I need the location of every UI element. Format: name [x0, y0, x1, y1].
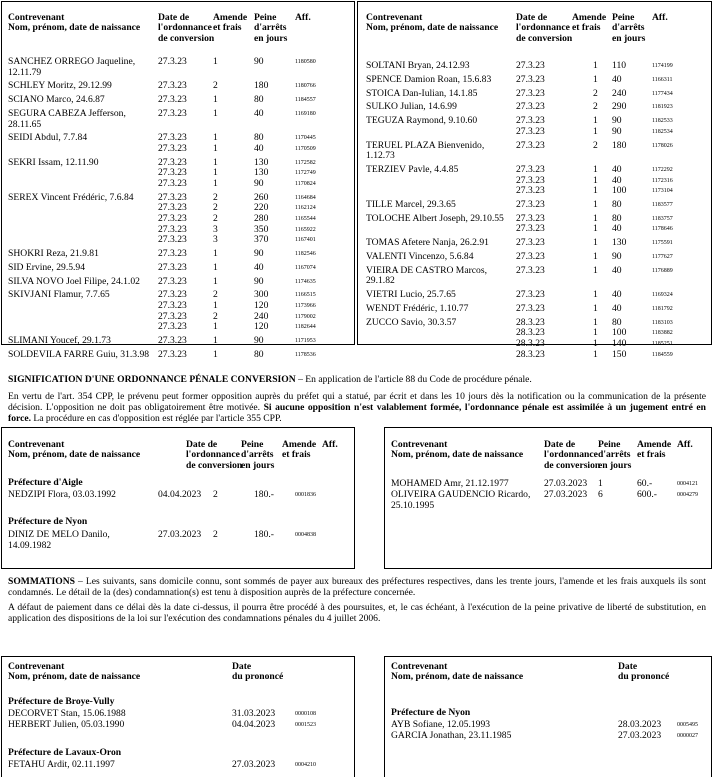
amende-value: 1 — [593, 327, 598, 339]
aff-number: 1181923 — [652, 104, 673, 111]
contrevenant-name: SPENCE Damion Roan, 15.6.83 — [366, 73, 492, 85]
aff-number: 1182546 — [295, 251, 316, 257]
aff-number: 1169324 — [652, 292, 673, 299]
contrevenant-name: 28.11.65 — [8, 118, 42, 130]
aff-number: 1162124 — [295, 205, 316, 212]
peine-value: 180 — [612, 139, 627, 151]
table-row — [366, 75, 711, 86]
amende-value: 1 — [593, 174, 598, 186]
amende-value: 3 — [213, 234, 218, 246]
table-row — [8, 350, 353, 361]
peine-value: 110 — [612, 60, 627, 71]
amende-value: 1 — [593, 316, 598, 328]
conversion-date: 27.3.23 — [516, 185, 545, 197]
conversion-date: 27.3.23 — [158, 108, 187, 119]
contrevenant-name: TERZIEV Pavle, 4.4.85 — [366, 164, 459, 175]
amende-value: 1 — [213, 177, 218, 189]
amende-value: 2 — [593, 87, 598, 99]
peine-value: 40 — [612, 164, 622, 175]
table-row — [8, 57, 353, 78]
contrevenant-name: SLIMANI Youcef, 29.1.73 — [8, 335, 111, 346]
amende-value: 2 — [213, 289, 218, 301]
amende-value: 1 — [593, 289, 598, 301]
contrevenant-name: STOICA Dan-Iulian, 14.1.85 — [366, 87, 478, 99]
sommations-text-2: A défaut de paiement dans ce délai dès la date ci-dessus, il pourra être procédé à des poursuites, et, le cas échéant, à l'exécution de la peine privative de liberté de substitution, en application des dispositions de la loi sur l'exécution des condamnations pénales du 4 juillet 2006. — [8, 602, 706, 625]
peine-value: 40 — [612, 73, 622, 85]
table-row — [8, 133, 353, 154]
amende-value: 1 — [593, 199, 598, 210]
amende-value: 1 — [213, 108, 218, 119]
amende-value: 1 — [593, 348, 598, 360]
amende-value: 1 — [593, 60, 598, 71]
conversion-date: 27.3.23 — [516, 87, 545, 99]
sommations-text: SOMMATIONS – Les suivants, sans domicile connu, sont sommés de payer aux bureaux des préfectures respectives, dans les trente jours, l'amende et les frais auxquels ils sont condamnés. Le détail de la (des) condamnation(s) est tenu à disposition auprès de la préfecture concernée. — [8, 576, 706, 599]
conv-left-rows — [8, 56, 353, 360]
table-row — [8, 158, 353, 190]
pref-group-title: Préfecture d'Aigle — [8, 477, 83, 488]
aff-number: 1183103 — [652, 319, 673, 326]
amende-value: 1 — [213, 142, 218, 154]
peine-value: 90 — [254, 335, 264, 346]
conversion-date: 27.3.23 — [516, 212, 545, 224]
peine-value: 90 — [254, 177, 264, 189]
aff-number: 1184557 — [295, 97, 316, 104]
aff-number: 1180580 — [295, 59, 316, 65]
contrevenant-name: SCHLEY Moritz, 29.12.99 — [8, 80, 112, 92]
aff-number: 1185251 — [652, 340, 673, 347]
table-row — [366, 318, 711, 360]
table-row — [8, 336, 353, 347]
peine-value: 130 — [612, 237, 627, 249]
table-row — [8, 277, 353, 288]
aff-number: 1171953 — [295, 338, 316, 344]
contrevenant-name: SOLTANI Bryan, 24.12.93 — [366, 60, 470, 71]
somm-group-title: Préfecture de Nyon — [391, 707, 471, 718]
contrevenant-name: SILVA NOVO Joel Filipe, 24.1.02 — [8, 275, 140, 287]
conversion-date: 27.3.23 — [158, 94, 187, 106]
amende-value: 2 — [213, 80, 218, 92]
amende-value: 1 — [213, 275, 218, 287]
contrevenant-name: TILLE Marcel, 29.3.65 — [366, 199, 456, 210]
table-row — [366, 238, 711, 249]
conversion-date: 27.3.23 — [158, 156, 187, 168]
peine-value: 80 — [254, 132, 264, 144]
signification-title — [8, 374, 706, 385]
conversion-date: 27.3.23 — [158, 223, 187, 235]
contrevenant-name: TEGUZA Raymond, 9.10.60 — [366, 115, 478, 127]
contrevenant-name: VIEIRA DE CASTRO Marcos, — [366, 264, 487, 276]
amende-value: 1 — [213, 321, 218, 333]
peine-value: 280 — [254, 212, 269, 224]
amende-value: 1 — [593, 115, 598, 127]
peine-value: 80 — [612, 199, 622, 210]
table-row — [366, 102, 711, 113]
amende-value: 1 — [213, 132, 218, 144]
conversion-date: 27.3.23 — [158, 310, 187, 322]
peine-value: 130 — [254, 167, 269, 179]
aff-number: 1167401 — [295, 237, 316, 244]
table-row — [366, 116, 711, 137]
conversion-date: 27.3.23 — [516, 164, 545, 175]
aff-number: 1164684 — [295, 194, 316, 201]
peine-value: 300 — [254, 289, 269, 301]
table-row — [366, 61, 711, 72]
contrevenant-name: 29.1.82 — [366, 275, 395, 287]
peine-value: 370 — [254, 234, 269, 246]
conversion-date: 28.3.23 — [516, 337, 545, 349]
aff-number: 1173104 — [652, 188, 673, 195]
peine-value: 90 — [254, 56, 264, 67]
signification-heading: SIGNIFICATION D'UNE ORDONNANCE PÉNALE CONVERSION — [8, 374, 296, 385]
contrevenant-name: SANCHEZ ORREGO Jaqueline, — [8, 56, 136, 67]
conversion-date: 27.3.23 — [516, 289, 545, 301]
table-row — [8, 249, 353, 260]
conversion-date: 27.3.23 — [516, 223, 545, 235]
contrevenant-name: SEREX Vincent Frédéric, 7.6.84 — [8, 191, 134, 203]
amende-value: 1 — [593, 164, 598, 175]
conversion-date: 27.3.23 — [158, 167, 187, 179]
peine-value: 40 — [254, 261, 264, 273]
amende-value: 1 — [213, 335, 218, 346]
peine-value: 260 — [254, 191, 269, 203]
peine-value: 90 — [254, 275, 264, 287]
amende-value: 1 — [213, 167, 218, 179]
contrevenant-name: SULKO Julian, 14.6.99 — [366, 101, 457, 113]
peine-value: 80 — [254, 94, 264, 106]
conv-right-rows — [366, 60, 711, 360]
table-row — [366, 252, 711, 263]
peine-value: 350 — [254, 223, 269, 235]
peine-value: 90 — [612, 115, 622, 127]
contrevenant-name: TERUEL PLAZA Bienvenido, — [366, 139, 485, 151]
peine-value: 240 — [254, 310, 269, 322]
amende-value: 1 — [213, 348, 218, 360]
amende-value: 1 — [593, 264, 598, 276]
contrevenant-name: SOLDEVILA FARRE Guiu, 31.3.98 — [8, 348, 150, 360]
peine-value: 40 — [612, 264, 622, 276]
amende-value: 1 — [593, 303, 598, 314]
conversion-date: 27.3.23 — [516, 73, 545, 85]
conversion-date: 27.3.23 — [516, 139, 545, 151]
peine-value: 40 — [612, 174, 622, 186]
aff-number: 1166515 — [295, 292, 316, 299]
aff-number: 1166311 — [652, 76, 673, 83]
table-row — [366, 165, 711, 197]
aff-number: 1184559 — [652, 351, 673, 358]
aff-number: 1165922 — [295, 226, 316, 233]
conversion-date: 28.3.23 — [516, 327, 545, 339]
amende-value: 1 — [593, 223, 598, 235]
conversion-date: 27.3.23 — [516, 101, 545, 113]
contrevenant-name: TOMAS Afetere Nanja, 26.2.91 — [366, 237, 489, 249]
table-row — [8, 81, 353, 92]
peine-value: 120 — [254, 299, 269, 311]
aff-number: 1176889 — [652, 267, 673, 274]
conversion-date: 27.3.23 — [158, 212, 187, 224]
aff-number: 1182644 — [295, 324, 316, 331]
contrevenant-name: SID Ervine, 29.5.94 — [8, 261, 86, 273]
conversion-date: 27.3.23 — [158, 80, 187, 92]
peine-value: 40 — [612, 223, 622, 235]
conversion-date: 27.3.23 — [158, 348, 187, 360]
aff-number: 1177627 — [652, 254, 673, 260]
amende-value: 1 — [213, 56, 218, 67]
conversion-date: 27.3.23 — [158, 177, 187, 189]
aff-number: 1175591 — [652, 240, 673, 247]
somm-group-title: Préfecture de Lavaux-Oron — [8, 747, 122, 758]
table-row — [366, 89, 711, 100]
conversion-date: 27.3.23 — [158, 132, 187, 144]
aff-number: 1182534 — [652, 128, 673, 135]
aff-number: 1178646 — [652, 226, 673, 233]
amende-value: 1 — [213, 299, 218, 311]
conversion-date: 27.3.23 — [516, 264, 545, 276]
contrevenant-name: SEGURA CABEZA Jefferson, — [8, 108, 126, 119]
sommations-heading: SOMMATIONS — [8, 576, 75, 587]
aff-number: 1169180 — [295, 111, 316, 117]
table-row — [366, 214, 711, 235]
peine-value: 90 — [612, 125, 622, 137]
conversion-date: 28.3.23 — [516, 348, 545, 360]
conversion-date: 27.3.23 — [516, 115, 545, 127]
aff-number: 1182533 — [652, 118, 673, 125]
amende-value: 1 — [593, 185, 598, 197]
aff-number: 1178026 — [652, 142, 673, 149]
contrevenant-name: SHOKRI Reza, 21.9.81 — [8, 248, 99, 259]
aff-number: 1174199 — [652, 63, 673, 69]
table-row — [8, 109, 353, 130]
peine-value: 90 — [254, 248, 264, 259]
contrevenant-name: 1.12.73 — [366, 150, 395, 162]
peine-value: 180 — [254, 80, 269, 92]
aff-number: 1173966 — [295, 302, 316, 309]
table-row — [8, 95, 353, 106]
table-row — [366, 304, 711, 315]
peine-value: 80 — [612, 212, 622, 224]
peine-value: 130 — [254, 156, 269, 168]
amende-value: 1 — [593, 125, 598, 137]
contrevenant-name: ZUCCO Savio, 30.3.57 — [366, 316, 457, 328]
peine-value: 80 — [254, 348, 264, 360]
peine-value: 150 — [612, 348, 627, 360]
peine-value: 120 — [254, 321, 269, 333]
contrevenant-name: VIETRI Lucio, 25.7.65 — [366, 289, 456, 301]
conversion-date: 27.3.23 — [158, 248, 187, 259]
aff-number: 1183577 — [652, 202, 673, 208]
contrevenant-name: SCIANO Marco, 24.6.87 — [8, 94, 105, 106]
table-row — [366, 266, 711, 287]
amende-value: 1 — [213, 261, 218, 273]
aff-number: 1170445 — [295, 135, 316, 142]
conversion-date: 27.3.23 — [516, 303, 545, 314]
conversion-date: 27.3.23 — [158, 289, 187, 301]
conversion-date: 27.3.23 — [158, 191, 187, 203]
conversion-date: 27.3.23 — [516, 199, 545, 210]
contrevenant-name: SEKRI Issam, 12.11.90 — [8, 156, 99, 168]
aff-number: 1177434 — [652, 90, 673, 97]
conversion-date: 27.3.23 — [158, 202, 187, 214]
peine-value: 40 — [254, 108, 264, 119]
aff-number: 1170509 — [295, 145, 316, 152]
table-row — [8, 263, 353, 274]
peine-value: 240 — [612, 87, 627, 99]
amende-value: 1 — [593, 337, 598, 349]
conversion-date: 27.3.23 — [516, 125, 545, 137]
aff-number: 1183882 — [652, 330, 673, 337]
amende-value: 2 — [593, 139, 598, 151]
aff-number: 1179002 — [295, 313, 316, 320]
peine-value: 140 — [612, 337, 627, 349]
conversion-date: 27.3.23 — [516, 174, 545, 186]
conversion-date: 27.3.23 — [158, 299, 187, 311]
amende-value: 2 — [213, 212, 218, 224]
amende-value: 1 — [593, 251, 598, 262]
conversion-date: 27.3.23 — [158, 142, 187, 154]
peine-value: 290 — [612, 101, 627, 113]
amende-value: 1 — [213, 94, 218, 106]
aff-number: 1170824 — [295, 180, 316, 187]
amende-value: 2 — [593, 101, 598, 113]
aff-number: 1180766 — [295, 83, 316, 90]
conversion-date: 27.3.23 — [158, 56, 187, 67]
peine-value: 40 — [612, 289, 622, 301]
conversion-date: 27.3.23 — [158, 261, 187, 273]
amende-value: 1 — [213, 248, 218, 259]
aff-number: 1167074 — [295, 264, 316, 271]
contrevenant-name: WENDT Frédéric, 1.10.77 — [366, 303, 469, 314]
aff-number: 1178536 — [295, 351, 316, 358]
amende-value: 2 — [213, 202, 218, 214]
table-row — [366, 200, 711, 211]
conversion-date: 27.3.23 — [158, 321, 187, 333]
contrevenant-name: SEIDI Abdul, 7.7.84 — [8, 132, 88, 144]
aff-number: 1172749 — [295, 170, 316, 177]
conversion-date: 27.3.23 — [516, 60, 545, 71]
contrevenant-name: 12.11.79 — [8, 66, 42, 78]
peine-value: 80 — [612, 316, 622, 328]
conversion-date: 27.3.23 — [516, 237, 545, 249]
amende-value: 3 — [213, 223, 218, 235]
amende-value: 2 — [213, 310, 218, 322]
amende-value: 1 — [593, 73, 598, 85]
peine-value: 90 — [612, 251, 622, 262]
peine-value: 220 — [254, 202, 269, 214]
peine-value: 100 — [612, 185, 627, 197]
signification-heading-rest: – En application de l'article 88 du Code de procédure pénale. — [295, 374, 532, 385]
table-row — [8, 290, 353, 332]
aff-number: 1181792 — [652, 306, 673, 312]
pref-group-title: Préfecture de Nyon — [8, 516, 88, 527]
conversion-date: 27.3.23 — [158, 275, 187, 287]
peine-value: 40 — [612, 303, 622, 314]
conversion-date: 27.3.23 — [516, 251, 545, 262]
signification-bold-text: Si aucune opposition n'est valablement formée, l'ordonnance pénale est assimilée à un jugement entré en force. — [8, 402, 707, 425]
peine-value: 40 — [254, 142, 264, 154]
contrevenant-name: SKIVJANI Flamur, 7.7.65 — [8, 289, 110, 301]
contrevenant-name: VALENTI Vincenzo, 5.6.84 — [366, 251, 474, 262]
conversion-date: 27.3.23 — [158, 234, 187, 246]
amende-value: 1 — [213, 156, 218, 168]
amende-value: 1 — [593, 237, 598, 249]
table-row — [366, 290, 711, 301]
amende-value: 2 — [213, 191, 218, 203]
table-row — [366, 141, 711, 162]
aff-number: 1172292 — [652, 167, 673, 173]
signification-text: En vertu de l'art. 354 CPP, le prévenu peut former opposition auprès du préfet qui a statué, par écrit et dans les 10 jours dès la notification ou la communication de la présente décision. L'opposition ne doit pas obligatoirement être motivée. Si aucune opposition n'est valablement formée, l'ordonnance pénale est assimilée à un jugement entré en force. La procédure en cas d'opposition est réglée par l'article 355 CPP. — [8, 391, 707, 425]
aff-number: 1172582 — [295, 159, 316, 166]
contrevenant-name: TOLOCHE Albert Joseph, 29.10.55 — [366, 212, 504, 224]
aff-number: 1174635 — [295, 278, 316, 285]
peine-value: 100 — [612, 327, 627, 339]
conversion-date: 27.3.23 — [158, 335, 187, 346]
somm-group-title: Préfecture de Broye-Vully — [8, 696, 115, 707]
aff-number: 1165544 — [295, 215, 316, 222]
conversion-date: 28.3.23 — [516, 316, 545, 328]
amende-value: 1 — [593, 212, 598, 224]
table-row — [8, 193, 353, 246]
aff-number: 1172316 — [652, 177, 673, 184]
aff-number: 1183757 — [652, 215, 673, 222]
